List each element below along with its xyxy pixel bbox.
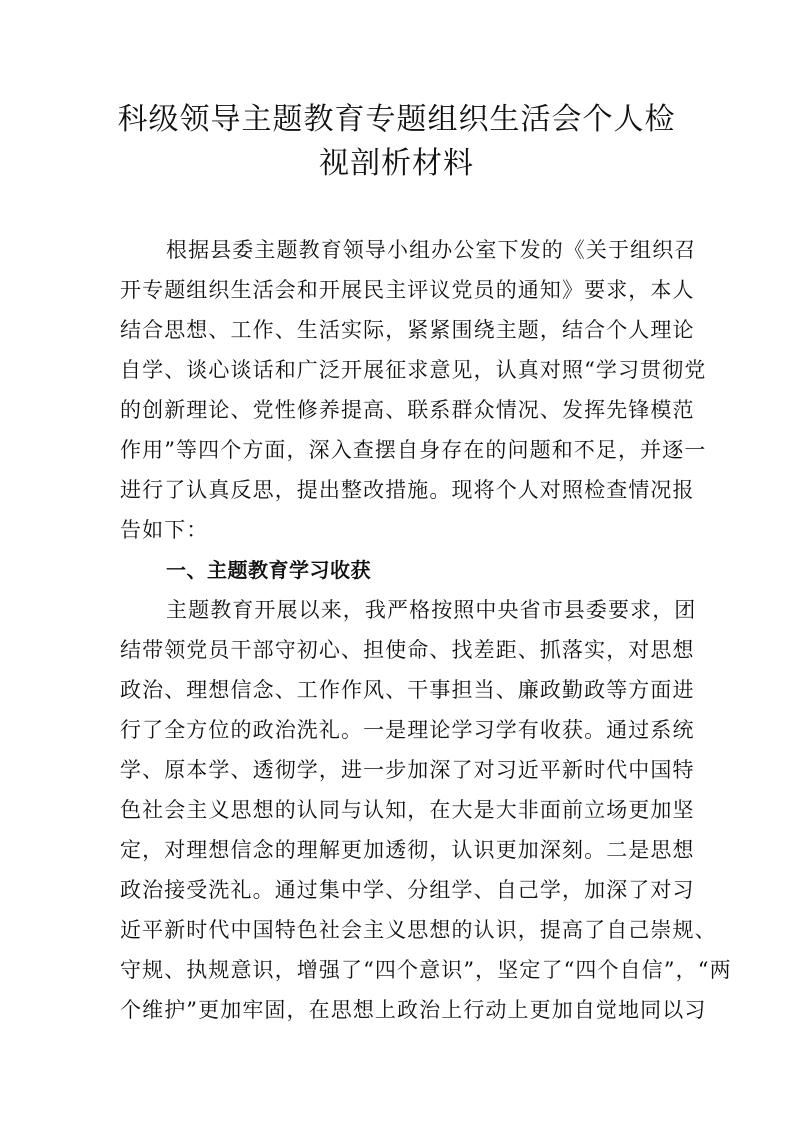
paragraph-1-line: 作用”等四个方面，深入查摆自身存在的问题和不足，并逐一 xyxy=(120,438,707,462)
paragraph-2-line: 守规、执规意识，增强了“四个意识”，坚定了“四个自信”，“两 xyxy=(120,958,732,982)
paragraph-2-line: 政治接受洗礼。通过集中学、分组学、自己学，加深了对习 xyxy=(120,878,695,902)
paragraph-2-line: 政治、理想信念、工作作风、干事担当、廉政勤政等方面进 xyxy=(120,678,695,702)
paragraph-1-line: 自学、谈心谈话和广泛开展征求意见，认真对照“学习贯彻党 xyxy=(120,358,707,382)
document-title xyxy=(100,98,693,186)
paragraph-2-line: 结带领党员干部守初心、担使命、找差距、抓落实，对思想 xyxy=(120,638,695,662)
paragraph-1-line: 根据县委主题教育领导小组办公室下发的《关于组织召 xyxy=(166,238,697,262)
paragraph-1-line: 的创新理论、党性修养提高、联系群众情况、发挥先锋模范 xyxy=(120,398,695,422)
title-line-2: 视剖析材料 xyxy=(319,146,474,181)
paragraph-2-line: 学、原本学、透彻学，进一步加深了对习近平新时代中国特 xyxy=(120,758,695,782)
paragraph-2-line: 个维护”更加牢固，在思想上政治上行动上更加自觉地同以习 xyxy=(120,998,707,1022)
paragraph-1-line: 开专题组织生活会和开展民主评议党员的通知》要求，本人 xyxy=(120,278,695,302)
paragraph-1-line: 告如下： xyxy=(120,518,209,542)
paragraph-2-line: 定，对理想信念的理解更加透彻，认识更加深刻。二是思想 xyxy=(120,838,695,862)
paragraph-1-line: 结合思想、工作、生活实际，紧紧围绕主题，结合个人理论 xyxy=(120,318,695,342)
paragraph-1-line: 进行了认真反思，提出整改措施。现将个人对照检查情况报 xyxy=(120,478,695,502)
paragraph-2-line: 近平新时代中国特色社会主义思想的认识，提高了自己崇规、 xyxy=(120,918,717,942)
paragraph-2-line: 行了全方位的政治洗礼。一是理论学习学有收获。通过系统 xyxy=(120,718,695,742)
title-line-1: 科级领导主题教育专题组织生活会个人检 xyxy=(117,102,676,137)
paragraph-2-line: 主题教育开展以来，我严格按照中央省市县委要求，团 xyxy=(166,598,697,622)
paragraph-2-line: 色社会主义思想的认同与认知，在大是大非面前立场更加坚 xyxy=(120,798,695,822)
section-heading: 一、主题教育学习收获 xyxy=(166,558,371,582)
